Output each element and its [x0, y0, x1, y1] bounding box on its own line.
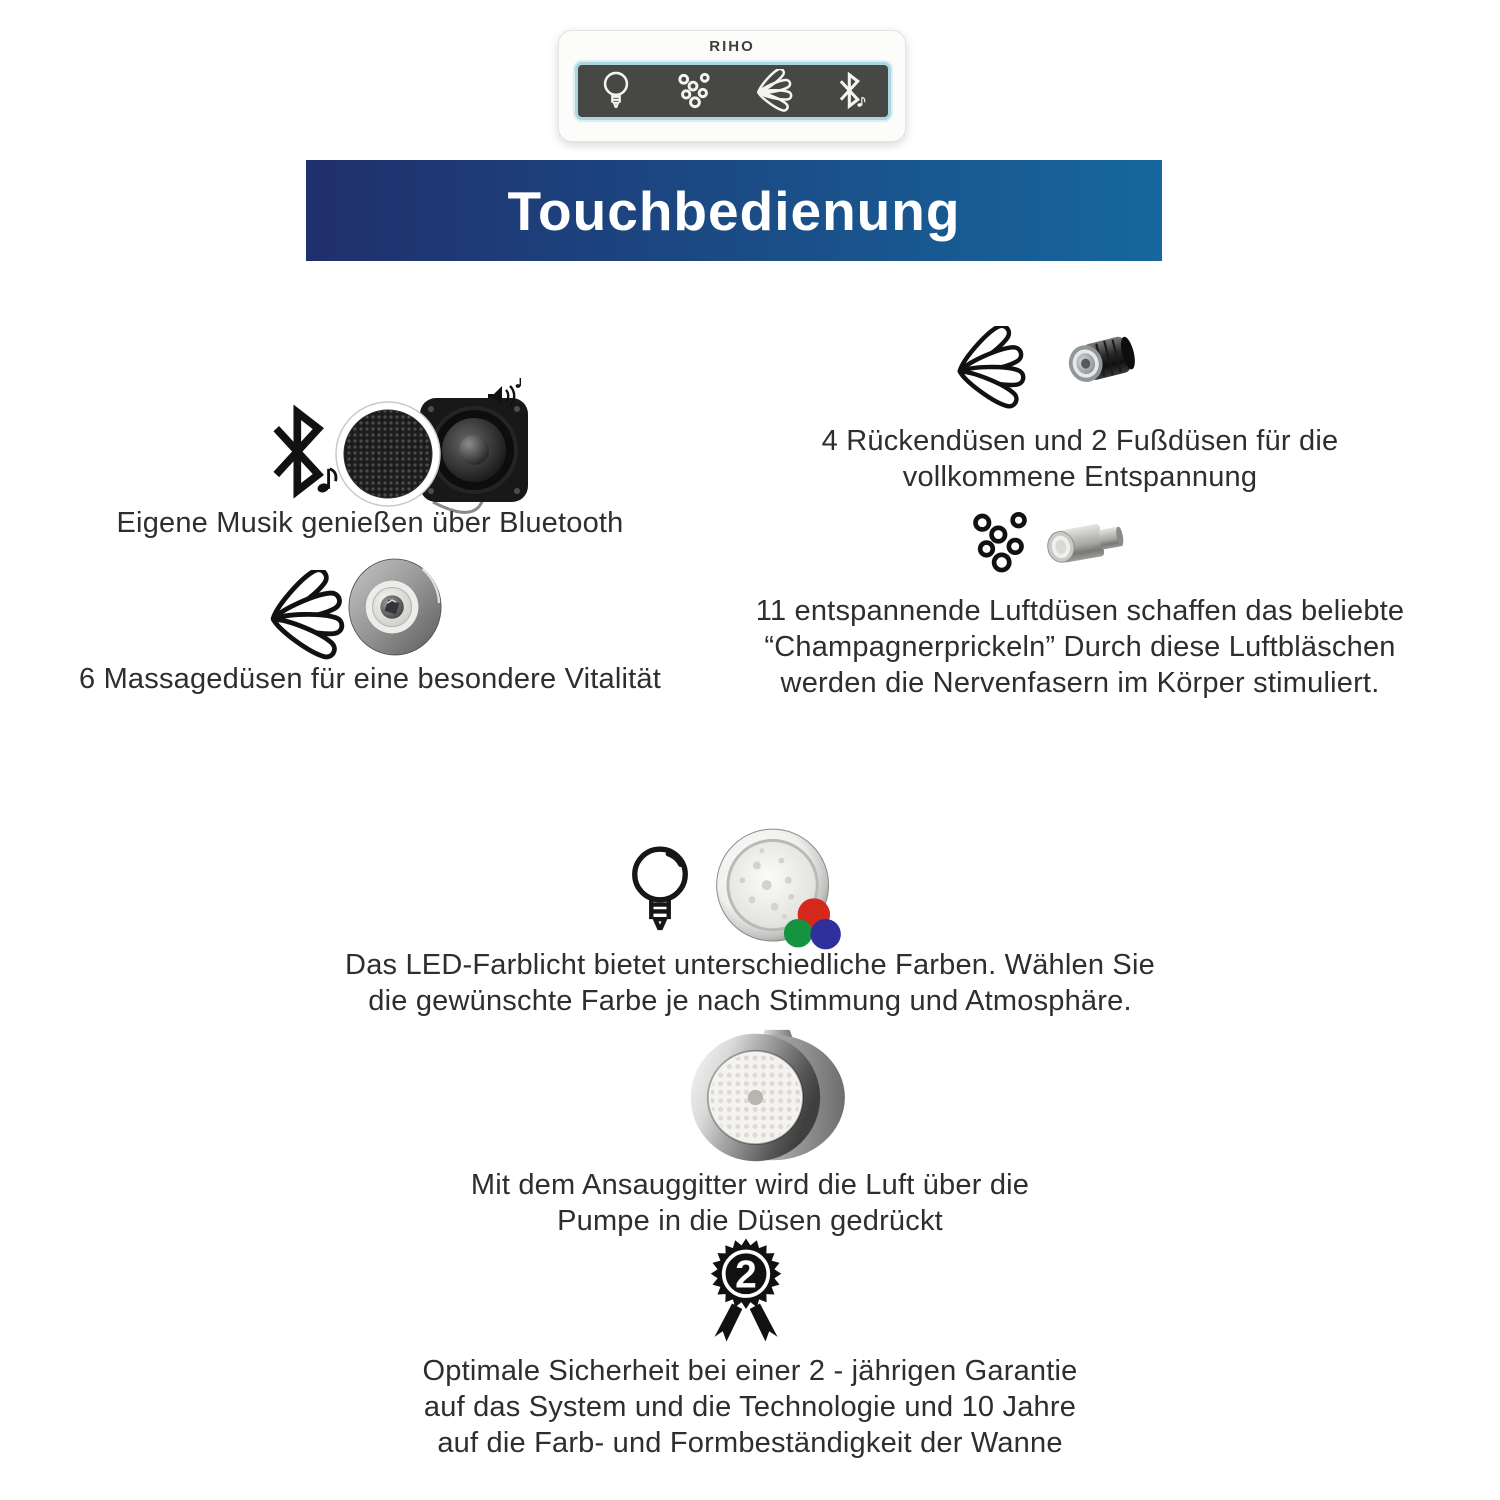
touch-button-bar — [575, 62, 891, 120]
massage-jet-icon[interactable] — [752, 69, 798, 113]
caption-led-light: Das LED-Farblicht bietet unterschiedliche Farben. Wählen Sie die gewünschte Farbe je nach Stimmung und Atmosphäre. — [345, 949, 1155, 1017]
page-title: Touchbedienung — [507, 179, 961, 242]
caption-air-jets: 11 entspannende Luftdüsen schaffen das beliebte “Champagnerprickeln” Durch diese Luftbläschen werden die Nervenfasern im Körper stimuliert. — [755, 595, 1405, 699]
touch-control-panel — [558, 30, 906, 142]
title-banner — [306, 160, 1162, 261]
caption-massage-jets: 6 Massagedüsen für eine besondere Vitalität — [78, 663, 661, 695]
caption-warranty: Optimale Sicherheit bei einer 2 - jährigen Garantie auf das System und die Technologie und 10 Jahre auf die Farb- und Formbeständigkeit der Wanne — [422, 1355, 1078, 1459]
light-bulb-icon[interactable] — [596, 70, 636, 112]
led-light-photo — [698, 826, 860, 952]
warranty-badge-icon — [698, 1232, 794, 1348]
riho-logo: RIHO — [709, 38, 755, 55]
speaker-photo — [328, 378, 543, 518]
caption-bluetooth-music: Eigene Musik genießen über Bluetooth — [116, 507, 624, 539]
air-jet-nozzle-photo — [1046, 512, 1132, 572]
air-bubbles-big-icon — [962, 504, 1038, 582]
massage-jet-photo — [346, 556, 444, 658]
massage-jet-spray-icon — [264, 570, 352, 662]
back-jet-nozzle-photo — [1052, 326, 1144, 398]
light-bulb-big-icon — [626, 842, 694, 940]
suction-grille-photo — [672, 1028, 856, 1166]
warranty-years-number: 2 — [735, 1253, 757, 1297]
back-jet-spray-icon — [948, 326, 1036, 411]
bluetooth-music-icon[interactable] — [834, 69, 870, 113]
caption-suction-grille: Mit dem Ansauggitter wird die Luft über die Pumpe in die Düsen gedrückt — [470, 1169, 1030, 1237]
air-bubbles-icon[interactable] — [672, 71, 716, 111]
caption-back-foot-jets: 4 Rückendüsen und 2 Fußdüsen für die vollkommene Entspannung — [821, 425, 1339, 493]
